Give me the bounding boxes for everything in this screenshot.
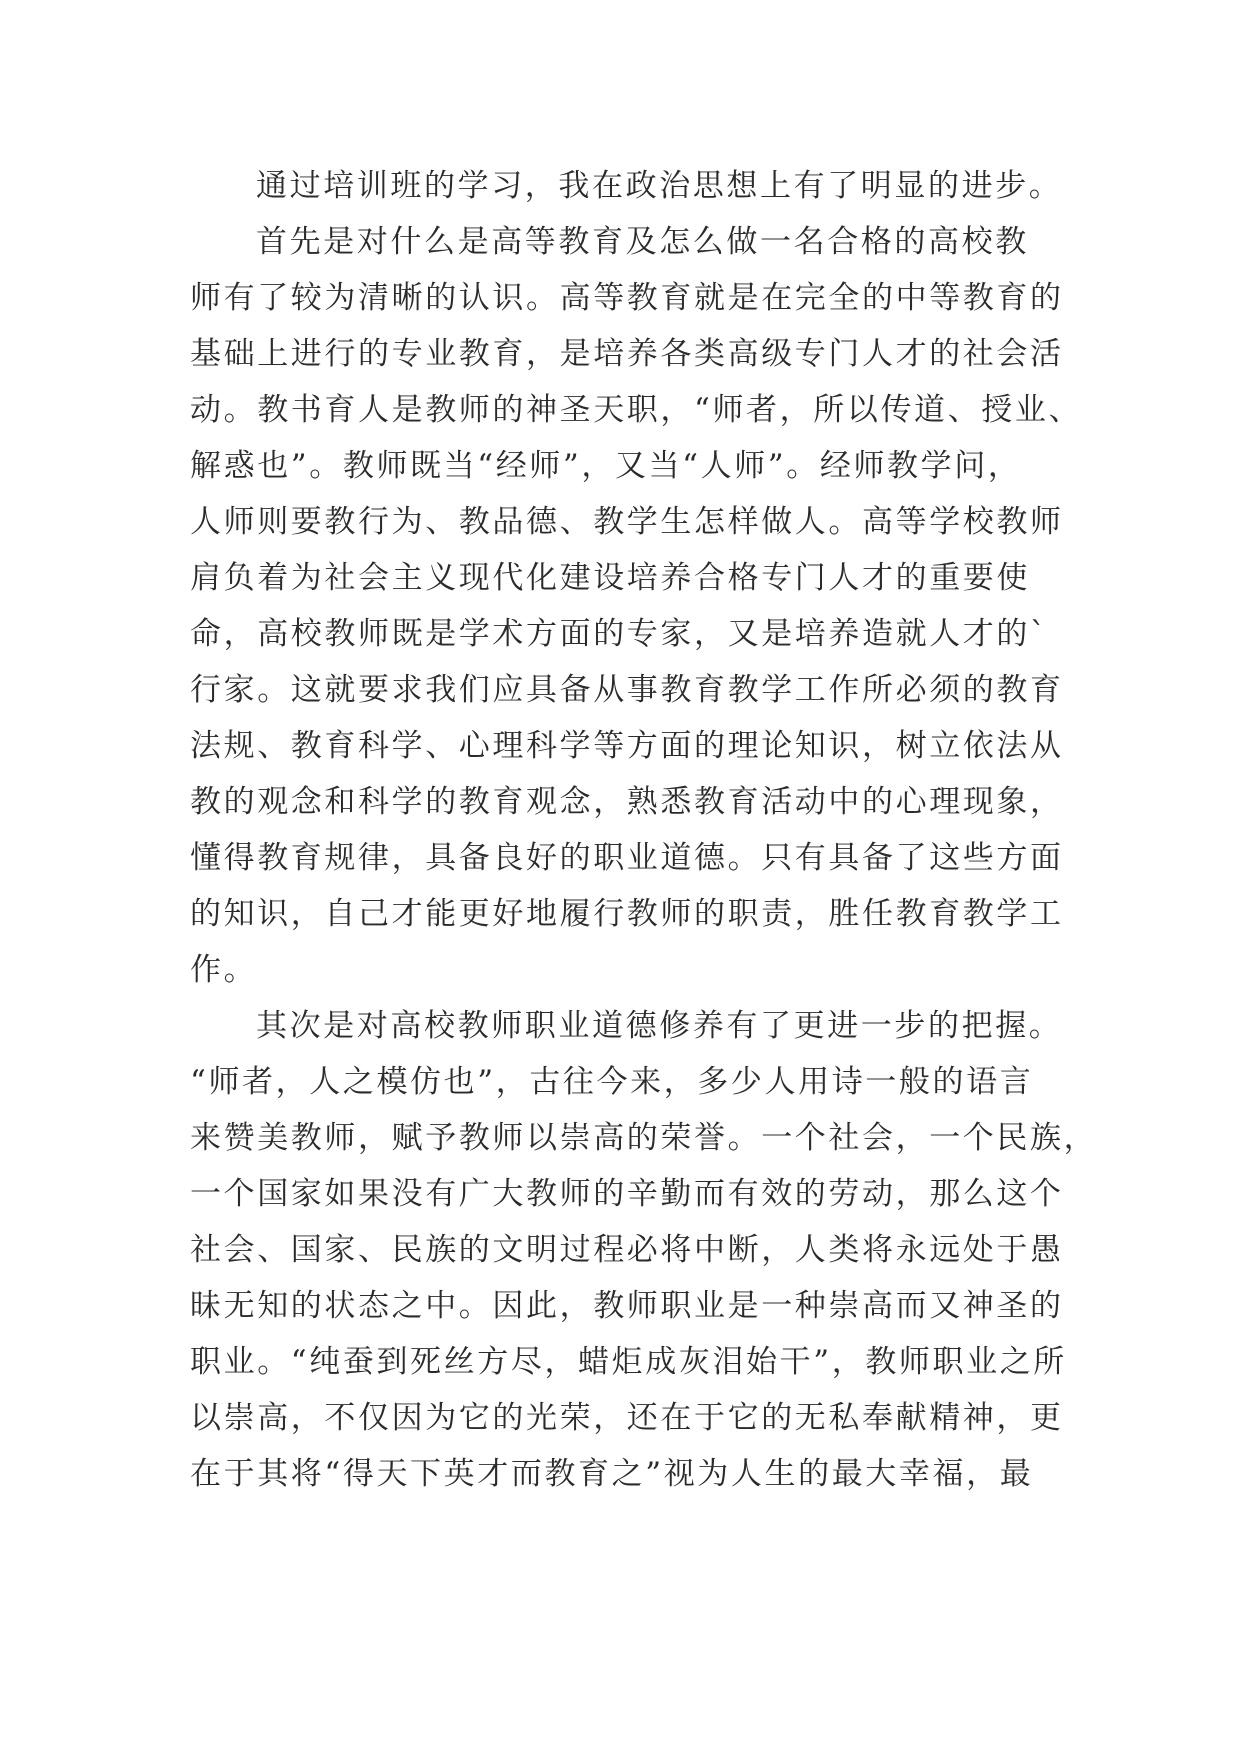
text-line: 的知识，自己才能更好地履行教师的职责，胜任教育教学工: [190, 896, 1064, 932]
text-line: 命，高校教师既是学术方面的专家，又是培养造就人才的`: [190, 616, 1049, 652]
body-text: [190, 158, 1098, 1502]
text-line: 行家。这就要求我们应具备从事教育教学工作所必须的教育: [190, 672, 1064, 708]
text-line: 教的观念和科学的教育观念，熟悉教育活动中的心理现象，: [190, 784, 1064, 820]
text-line: 作。: [190, 952, 258, 988]
text-line: 人师则要教行为、教品德、教学生怎样做人。高等学校教师: [190, 504, 1064, 540]
text-line: 首先是对什么是高等教育及怎么做一名合格的高校教: [256, 224, 1029, 260]
text-line: 以崇高，不仅因为它的光荣，还在于它的无私奉献精神，更: [190, 1400, 1064, 1436]
text-line: 其次是对高校教师职业道德修养有了更进一步的把握。: [256, 1008, 1063, 1044]
text-line: 社会、国家、民族的文明过程必将中断，人类将永远处于愚: [190, 1232, 1064, 1268]
text-line: 基础上进行的专业教育，是培养各类高级专门人才的社会活: [190, 336, 1064, 372]
text-line: 动。教书育人是教师的神圣天职，“师者，所以传道、授业、: [190, 392, 1083, 428]
text-line: “师者，人之模仿也”，古往今来，多少人用诗一般的语言: [190, 1064, 1034, 1100]
text-line: 师有了较为清晰的认识。高等教育就是在完全的中等教育的: [190, 280, 1064, 316]
text-line: 通过培训班的学习，我在政治思想上有了明显的进步。: [256, 168, 1063, 204]
text-line: 一个国家如果没有广大教师的辛勤而有效的劳动，那么这个: [190, 1176, 1064, 1212]
text-line: 法规、教育科学、心理科学等方面的理论知识，树立依法从: [190, 728, 1064, 764]
text-line: 来赞美教师，赋予教师以崇高的荣誉。一个社会，一个民族，: [190, 1120, 1098, 1156]
text-line: 解惑也”。教师既当“经师”，又当“人师”。经师教学问，: [190, 448, 1022, 484]
text-line: 肩负着为社会主义现代化建设培养合格专门人才的重要使: [190, 560, 1030, 596]
text-line: 懂得教育规律，具备良好的职业道德。只有具备了这些方面: [190, 840, 1064, 876]
text-line: 昧无知的状态之中。因此，教师职业是一种崇高而又神圣的: [190, 1288, 1064, 1324]
text-line: 在于其将“得天下英才而教育之”视为人生的最大幸福，最: [190, 1456, 1034, 1492]
text-line: 职业。“纯蚕到死丝方尽，蜡炬成灰泪始干”，教师职业之所: [190, 1344, 1067, 1380]
